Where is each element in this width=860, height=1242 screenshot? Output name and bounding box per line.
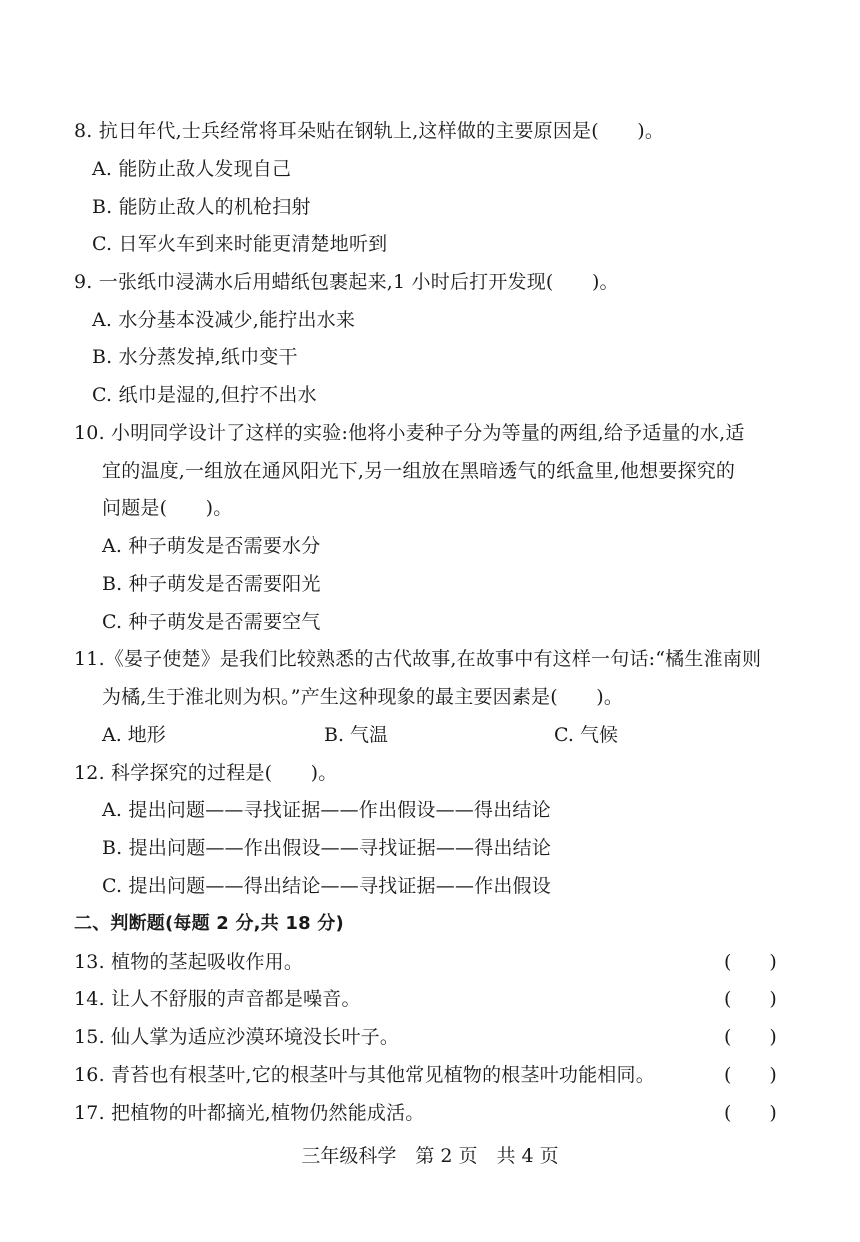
question-13: 13. 植物的茎起吸收作用。 xyxy=(74,951,304,973)
question-11-option-b: B. 气温 xyxy=(324,724,389,746)
question-9-stem: 9. 一张纸巾浸满水后用蜡纸包裹起来,1 小时后打开发现( )。 xyxy=(74,271,619,293)
question-8-option-b: B. 能防止敌人的机枪扫射 xyxy=(92,196,311,218)
question-11-stem-line-2: 为橘,生于淮北则为枳。”产生这种现象的最主要因素是( )。 xyxy=(102,686,624,708)
question-8-option-c: C. 日军火车到来时能更清楚地听到 xyxy=(92,233,388,255)
question-16: 16. 青苔也有根茎叶,它的根茎叶与其他常见植物的根茎叶功能相同。 xyxy=(74,1064,655,1086)
question-9-option-a: A. 水分基本没减少,能拧出水来 xyxy=(92,309,356,331)
question-12-option-b: B. 提出问题——作出假设——寻找证据——得出结论 xyxy=(102,837,552,859)
question-8-stem: 8. 抗日年代,士兵经常将耳朵贴在钢轨上,这样做的主要原因是( )。 xyxy=(74,120,665,142)
question-9-option-b: B. 水分蒸发掉,纸巾变干 xyxy=(92,346,298,368)
question-10-option-a: A. 种子萌发是否需要水分 xyxy=(102,535,321,557)
question-10-option-b: B. 种子萌发是否需要阳光 xyxy=(102,573,321,595)
question-17: 17. 把植物的叶都摘光,植物仍然能成活。 xyxy=(74,1102,425,1124)
question-12-option-c: C. 提出问题——得出结论——寻找证据——作出假设 xyxy=(102,875,551,897)
question-13-answer-paren: ( ) xyxy=(724,951,777,973)
question-15-answer-paren: ( ) xyxy=(724,1026,777,1048)
question-8-option-a: A. 能防止敌人发现自己 xyxy=(92,158,292,180)
question-10-stem-line-2: 宜的温度,一组放在通风阳光下,另一组放在黑暗透气的纸盒里,他想要探究的 xyxy=(102,460,736,482)
question-15: 15. 仙人掌为适应沙漠环境没长叶子。 xyxy=(74,1026,400,1048)
question-12-option-a: A. 提出问题——寻找证据——作出假设——得出结论 xyxy=(102,799,551,821)
question-10-option-c: C. 种子萌发是否需要空气 xyxy=(102,611,321,633)
question-10-stem-line-1: 10. 小明同学设计了这样的实验:他将小麦种子分为等量的两组,给予适量的水,适 xyxy=(74,422,745,444)
question-11-option-c: C. 气候 xyxy=(554,724,618,746)
question-9-option-c: C. 纸巾是湿的,但拧不出水 xyxy=(92,384,317,406)
section-2-heading: 二、判断题(每题 2 分,共 18 分) xyxy=(74,913,344,934)
question-10-stem-line-3: 问题是( )。 xyxy=(102,497,233,519)
question-14-answer-paren: ( ) xyxy=(724,988,777,1010)
question-17-answer-paren: ( ) xyxy=(724,1102,777,1124)
question-16-answer-paren: ( ) xyxy=(724,1064,777,1086)
question-14: 14. 让人不舒服的声音都是噪音。 xyxy=(74,988,361,1010)
page-footer: 三年级科学 第 2 页 共 4 页 xyxy=(301,1145,559,1167)
question-11-option-a: A. 地形 xyxy=(102,724,166,746)
question-12-stem: 12. 科学探究的过程是( )。 xyxy=(74,762,338,784)
question-11-stem-line-1: 11.《晏子使楚》是我们比较熟悉的古代故事,在故事中有这样一句话:“橘生淮南则 xyxy=(74,648,762,670)
